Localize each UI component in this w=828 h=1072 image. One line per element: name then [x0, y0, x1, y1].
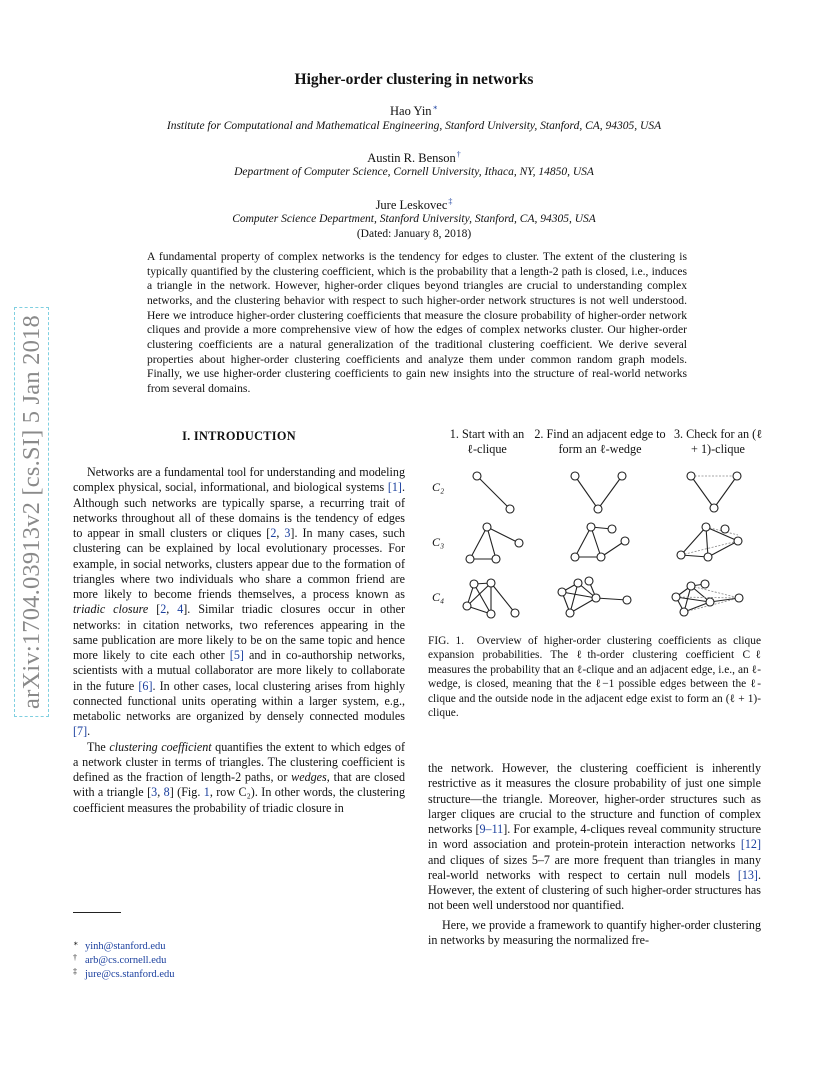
- footnote-email-link[interactable]: jure@cs.stanford.edu: [85, 969, 175, 980]
- citation-link[interactable]: 1: [203, 785, 210, 800]
- citation-link[interactable]: [1]: [387, 480, 402, 495]
- footnote-email-link[interactable]: yinh@stanford.edu: [85, 941, 166, 952]
- date-line: (Dated: January 8, 2018): [356, 228, 472, 240]
- citation-link[interactable]: 4: [177, 602, 184, 617]
- figure-1-caption: FIG. 1. Overview of higher-order clustering coefficients as clique expansion probabilities. The ℓth-order clustering coefficient Cℓ measures the probability that an ℓ-clique and an adjacent edge, i.e., an ℓ-wedge, is closed, meaning that the ℓ−1 possible edges between the ℓ-clique and the outside node in the adjacent edge exist to form an (ℓ + 1)-clique.: [428, 635, 761, 720]
- abstract: A fundamental property of complex networks is the tendency for edges to cluster. The extent of the clustering is typically quantified by the clustering coefficient, which is the probability that a length-2 path is closed, i.e., induces a triangle in the network. However, higher-order cliques beyond triangles are crucial to understanding complex networks, and the clustering behavior with respect to such higher-order network structures is not well understood. Here we introduce higher-order clustering coefficients that measure the closure probability of higher-order network cliques and provide a more comprehensive view of how the edges of complex networks cluster. Our higher-order clustering coefficients are a natural generalization of the traditional clustering coefficient. We derive several properties about higher-order clustering coefficients and analyze them under common random graph models. Finally, we use higher-order clustering coefficients to gain new insights into the structure of real-world networks from several domains.: [147, 250, 687, 395]
- figure-column-header-3: 3. Check for an (ℓ + 1)-clique: [673, 427, 763, 456]
- figure-column-header-1: 1. Start with an ℓ-clique: [449, 427, 525, 456]
- c3-clique: [466, 523, 523, 563]
- footnote-email-link[interactable]: arb@cs.cornell.edu: [85, 955, 167, 966]
- citation-link[interactable]: 8: [163, 785, 170, 800]
- footnote-rule: [73, 912, 121, 913]
- footnote-1: ∗ yinh@stanford.edu: [73, 939, 166, 952]
- author-1-affiliation: Institute for Computational and Mathematical Engineering, Stanford University, Stanford, CA, 94305, USA: [166, 120, 662, 132]
- author-2-footnote-mark[interactable]: †: [456, 150, 461, 159]
- c3-closed: [677, 523, 742, 561]
- figure-row-label-c4: C₄: [432, 590, 445, 604]
- author-3-footnote-mark[interactable]: ‡: [448, 197, 453, 206]
- author-3-affiliation: Computer Science Department, Stanford University, Stanford, CA, 94305, USA: [232, 213, 596, 225]
- citation-link[interactable]: [6]: [138, 678, 153, 693]
- figure-column-header-2: 2. Find an adjacent edge to form an ℓ-wedge: [534, 427, 666, 456]
- citation-link[interactable]: [12]: [740, 837, 761, 852]
- section-heading-introduction: I. INTRODUCTION: [182, 429, 296, 443]
- intro-paragraph-4: Here, we provide a framework to quantify higher-order clustering in networks by measuring the normalized fre-: [428, 917, 761, 947]
- citation-link[interactable]: 2: [160, 602, 167, 617]
- footnote-3: ‡ jure@cs.stanford.edu: [73, 967, 175, 980]
- c3-wedge: [571, 523, 629, 561]
- author-2: Austin R. Benson†: [367, 150, 461, 165]
- intro-paragraph-3: the network. However, the clustering coefficient is inherently restrictive as it measures the closure probability of just one simple structure—the triangle. Moreover, higher-order structures such as larger cliques are crucial to the structure and function of complex networks [9–11]. For example, 4-cliques reveal community structure in word association and protein-protein interaction networks [12] and cliques of sizes 5–7 are more frequent than triangles in many real-world networks with respect to certain null models [13]. However, the extent of clustering of such higher-order structures has not been well understood nor quantified.: [428, 761, 762, 913]
- arxiv-identifier[interactable]: arXiv:1704.03913v2 [cs.SI] 5 Jan 2018: [18, 232, 46, 792]
- c2-wedge: [571, 472, 626, 513]
- citation-link[interactable]: 3: [151, 785, 158, 800]
- citation-link[interactable]: [7]: [73, 724, 88, 739]
- author-3: Jure Leskovec‡: [375, 197, 453, 212]
- paper-title: Higher-order clustering in networks: [294, 71, 534, 88]
- figure-row-label-c3: C₃: [432, 535, 445, 549]
- citation-link[interactable]: 9–11: [479, 822, 504, 836]
- author-1-footnote-mark[interactable]: ∗: [432, 103, 438, 112]
- c4-clique: [463, 579, 519, 618]
- emphasis: clustering coefficient: [109, 739, 212, 754]
- right-column: [428, 761, 761, 948]
- author-2-affiliation: Department of Computer Science, Cornell University, Ithaca, NY, 14850, USA: [234, 166, 594, 178]
- citation-link[interactable]: 3: [284, 526, 291, 540]
- author-1: Hao Yin∗: [390, 103, 438, 118]
- figure-row-label-c2: C₂: [432, 480, 445, 494]
- c4-wedge: [558, 577, 631, 617]
- intro-paragraph-1: Networks are a fundamental tool for understanding and modeling complex physical, social, informational, and biological systems [1]. Although such networks are typically sparse, a recurring trait of networks throughout all of these domains is the tendency of edges to appear in small clusters or cliques [2, 3]. In many cases, such clustering can be explained by local evolutionary processes. For example, in social networks, clusters appear due to the formation of triangles where two individuals who share a common friend are more likely to become friends themselves, a process known as triadic closure [2, 4]. Similar triadic closures occur in other networks: in citation networks, two references appearing in the same publication are more likely to be on the same topic and hence more likely to cite each other [5] and in co-authorship networks, scientists with a mutual collaborator are more likely to collaborate in the future [6]. In other cases, local clustering arises from highly connected functional units operating within a larger system, e.g., metabolic networks are organized by densely connected modules [7].: [73, 465, 405, 739]
- citation-link[interactable]: [5]: [229, 648, 244, 662]
- citation-link[interactable]: [13]: [737, 867, 758, 882]
- citation-link[interactable]: 2: [270, 526, 277, 540]
- footnote-2: † arb@cs.cornell.edu: [73, 953, 167, 966]
- c2-closed: [687, 472, 741, 512]
- emphasis: triadic closure: [73, 602, 149, 617]
- c4-closed: [672, 580, 743, 616]
- intro-paragraph-2: The clustering coefficient quantifies the extent to which edges of a network cluster in terms of triangles. The clustering coefficient is defined as the fraction of length-2 paths, or wedges, that are closed with a triangle [3, 8] (Fig. 1, row C₂). In other words, the clustering coefficient measures the probability of triadic closure in: [73, 739, 405, 815]
- emphasis: wedges: [291, 770, 327, 784]
- c2-clique: [473, 472, 514, 513]
